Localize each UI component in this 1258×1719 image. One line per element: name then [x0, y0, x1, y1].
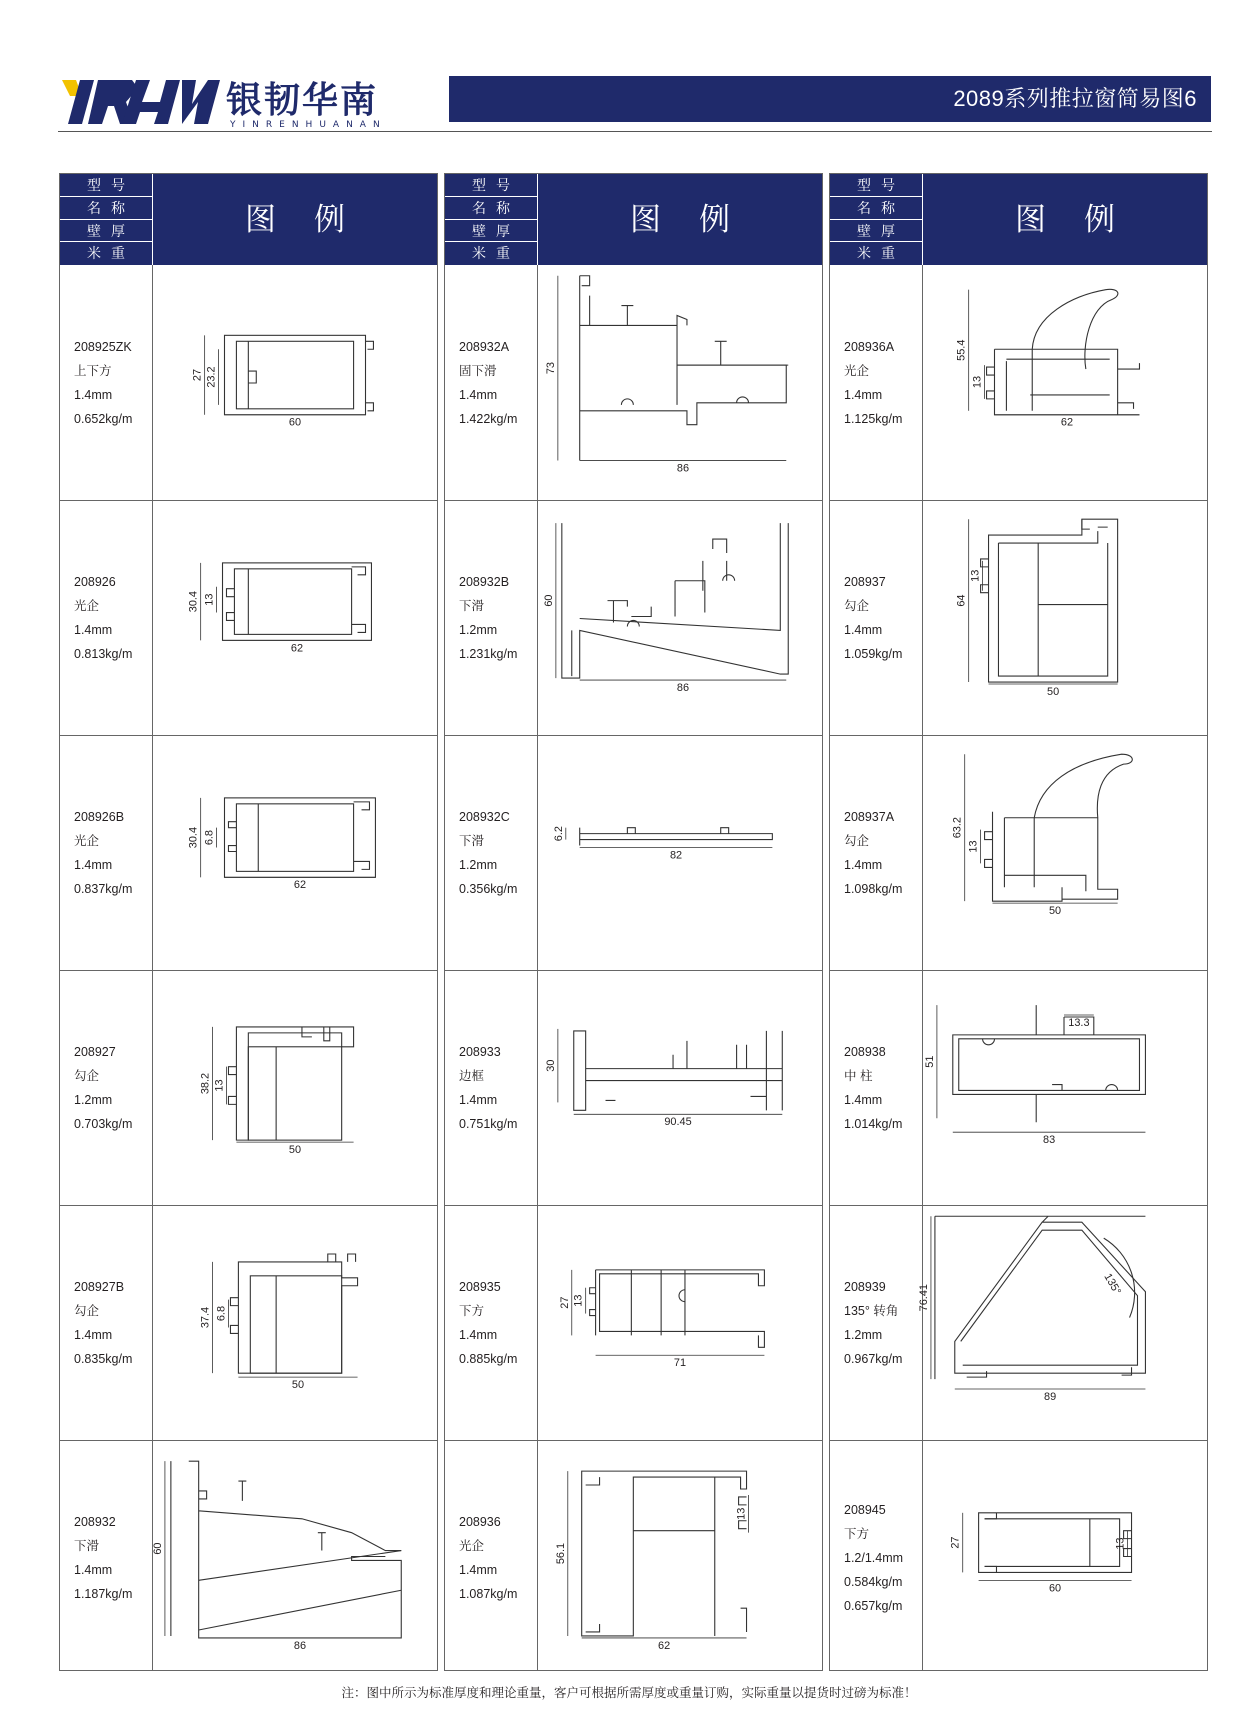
- profile-drawing: [538, 265, 822, 500]
- dimension-label: 56.1: [554, 1542, 567, 1565]
- dimension-label: 27: [558, 1296, 571, 1309]
- profile-diagram: [153, 501, 437, 735]
- profile-panel: [444, 173, 823, 1671]
- dimension-label: 13: [971, 375, 984, 389]
- header-label: 米重: [472, 245, 520, 262]
- dimension-label: 62: [290, 642, 304, 655]
- profile-info: [74, 335, 132, 431]
- dimension-label: 50: [1048, 905, 1062, 918]
- profile-diagram: [538, 736, 822, 970]
- profile-row: [60, 735, 437, 970]
- dimension-label: 50: [291, 1379, 305, 1392]
- wall-thickness: 1.4mm: [844, 387, 883, 402]
- profile-diagram: [923, 265, 1207, 500]
- profile-info: [459, 335, 517, 431]
- model-code: 208927B: [74, 1280, 125, 1294]
- weight-per-meter: 0.835kg/m: [74, 1352, 133, 1366]
- wall-thickness: 1.2mm: [459, 623, 498, 637]
- model-code: 208926B: [74, 810, 125, 824]
- dimension-label: 30.4: [187, 826, 200, 849]
- profile-info: [844, 570, 902, 666]
- weight-per-meter: 0.356kg/m: [459, 882, 518, 896]
- dimension-label: 50: [1047, 685, 1060, 698]
- profile-drawing: [538, 1441, 822, 1675]
- legend-heading: 图例: [1015, 202, 1153, 237]
- model-code: 208932C: [459, 810, 510, 824]
- dimension-label: 6.2: [552, 826, 565, 842]
- dimension-label: 38.2: [199, 1072, 212, 1095]
- profile-name: 固下滑: [459, 363, 497, 378]
- profile-row: [830, 500, 1207, 735]
- profile-panel: [59, 173, 438, 1671]
- dimension-label: 76.41: [917, 1284, 930, 1312]
- weight-per-meter: 1.422kg/m: [459, 411, 518, 426]
- profile-row: [830, 1205, 1207, 1440]
- profile-drawing: [538, 971, 822, 1205]
- profile-row: [445, 1440, 822, 1675]
- dimension-label: 90.45: [664, 1116, 692, 1129]
- profile-row: [445, 970, 822, 1205]
- profile-name: 边框: [459, 1069, 485, 1083]
- dimension-label: 13: [572, 1294, 585, 1307]
- title-bar: [449, 76, 1211, 122]
- profile-drawing: [923, 736, 1207, 970]
- model-code: 208933: [459, 1045, 501, 1059]
- profile-info: [459, 805, 517, 901]
- logo-graphic: [62, 74, 442, 130]
- dimension-label: 30.4: [187, 590, 200, 613]
- model-code: 208939: [844, 1280, 886, 1294]
- model-code: 208932B: [459, 575, 510, 589]
- dimension-label: 62: [293, 879, 307, 892]
- profile-info: [844, 805, 902, 901]
- weight-per-meter: 0.813kg/m: [74, 647, 133, 661]
- profile-drawing: [153, 1206, 437, 1440]
- profile-diagram: [153, 1206, 437, 1440]
- profile-diagram: [923, 501, 1207, 735]
- profile-drawing: [917, 1206, 1207, 1440]
- weight-per-meter: 0.652kg/m: [74, 411, 133, 426]
- wall-thickness: 1.2mm: [459, 858, 498, 872]
- profile-panel: [829, 173, 1208, 1671]
- dimension-label: 27: [949, 1536, 962, 1549]
- wall-thickness: 1.4mm: [844, 858, 883, 872]
- wall-thickness: 1.4mm: [459, 387, 498, 402]
- dimension-label: 6.8: [215, 1305, 228, 1322]
- profile-diagram: [153, 1441, 437, 1675]
- profile-diagram: [538, 265, 822, 500]
- dimension-label: 86: [676, 462, 690, 475]
- wall-thickness: 1.4mm: [459, 1328, 498, 1342]
- footnote: 注：图中所示为标准厚度和理论重量，客户可根据所需厚度或重量订购，实际重量以提货时过磅为标准！: [341, 1686, 917, 1700]
- dimension-label: 13: [967, 840, 980, 853]
- profile-diagram: [923, 971, 1207, 1205]
- panel-header: [445, 174, 822, 265]
- profile-drawing: [538, 1206, 822, 1440]
- panel-header: [60, 174, 437, 265]
- profile-row: [445, 1205, 822, 1440]
- profile-drawing: [153, 501, 437, 735]
- weight-per-meter: 1.059kg/m: [844, 647, 903, 661]
- profile-row: [60, 1440, 437, 1675]
- weight-per-meter: 0.751kg/m: [459, 1117, 518, 1131]
- profile-row: [445, 265, 822, 500]
- profile-drawing: [153, 736, 437, 970]
- profile-info: [459, 570, 517, 666]
- profile-name: 勾企: [74, 1304, 100, 1318]
- profile-drawing: [923, 971, 1207, 1205]
- panel-header: [830, 174, 1207, 265]
- profile-name: 下滑: [459, 834, 485, 848]
- profile-drawing: [153, 1441, 437, 1675]
- weight-per-meter: 0.967kg/m: [844, 1352, 903, 1366]
- weight-per-meter: 0.885kg/m: [459, 1352, 518, 1366]
- profile-diagram: [538, 1441, 822, 1675]
- logo-english-text: YINRENHUANAN: [230, 120, 387, 130]
- profile-drawing: [538, 736, 822, 970]
- profile-name: 勾企: [844, 599, 870, 613]
- profile-info: [74, 1040, 132, 1136]
- model-code: 208932A: [459, 339, 510, 354]
- weight-per-meter: 1.125kg/m: [844, 411, 903, 426]
- dimension-label: 13: [735, 1507, 748, 1520]
- dimension-label: 60: [542, 594, 555, 607]
- dimension-label: 82: [669, 849, 683, 862]
- profile-diagram: [923, 1441, 1207, 1675]
- wall-thickness: 1.4mm: [459, 1563, 498, 1577]
- dimension-label: 13: [213, 1079, 226, 1092]
- weight-per-meter: 0.584kg/m: [844, 1575, 903, 1589]
- wall-thickness: 1.4mm: [844, 1093, 883, 1107]
- profile-drawing: [923, 501, 1207, 735]
- dimension-label: 23.2: [205, 366, 218, 388]
- weight-per-meter: 1.187kg/m: [74, 1587, 133, 1601]
- legend-heading: 图例: [245, 202, 383, 237]
- profile-info: [74, 1510, 132, 1606]
- header-label: 型号: [830, 174, 922, 197]
- profile-info: [74, 570, 132, 666]
- profile-drawing: [538, 501, 822, 735]
- profile-name: 135° 转角: [844, 1304, 899, 1318]
- dimension-label: 63.2: [951, 817, 964, 839]
- legend-heading: 图例: [630, 202, 768, 237]
- dimension-label: 62: [658, 1639, 671, 1652]
- wall-thickness: 1.2mm: [74, 1093, 113, 1107]
- profile-info: [844, 335, 902, 431]
- dimension-label: 6.8: [203, 830, 216, 846]
- dimension-label: 27: [191, 368, 204, 382]
- dimension-label: 60: [151, 1542, 164, 1555]
- profile-diagram: [153, 736, 437, 970]
- page-title: 2089系列推拉窗简易图6: [953, 86, 1197, 111]
- weight-per-meter: 0.837kg/m: [74, 882, 133, 896]
- header-label: 名称: [830, 197, 922, 220]
- dimension-label: 64: [955, 594, 968, 607]
- profile-info: [459, 1040, 517, 1136]
- weight-per-meter: 1.231kg/m: [459, 647, 518, 661]
- profile-info: [844, 1498, 903, 1618]
- profile-name: 下方: [459, 1304, 485, 1318]
- dimension-label: 86: [293, 1639, 307, 1652]
- header-label: 壁厚: [445, 220, 537, 243]
- profile-name: 光企: [844, 363, 870, 378]
- profile-row: [830, 265, 1207, 500]
- wall-thickness: 1.4mm: [74, 623, 113, 637]
- wall-thickness: 1.4mm: [74, 1563, 113, 1577]
- header-label: 型号: [60, 174, 152, 197]
- profile-info: [74, 1275, 132, 1371]
- wall-thickness: 1.4mm: [74, 858, 113, 872]
- profile-diagram: [917, 1206, 1207, 1440]
- logo-chinese-text: 银韧华南: [226, 80, 379, 121]
- profile-info: [459, 1510, 517, 1606]
- profile-diagram: [538, 971, 822, 1205]
- weight-per-meter: 1.014kg/m: [844, 1117, 903, 1131]
- profile-drawing: [153, 971, 437, 1205]
- profile-row: [445, 735, 822, 970]
- dimension-label: 89: [1044, 1390, 1057, 1403]
- wall-thickness: 1.4mm: [459, 1093, 498, 1107]
- profile-row: [60, 1205, 437, 1440]
- profile-row: [60, 500, 437, 735]
- dimension-label: 51: [923, 1055, 936, 1068]
- profile-name: 中 柱: [844, 1069, 873, 1083]
- profile-info: [844, 1275, 902, 1371]
- dimension-label: 60: [1048, 1582, 1062, 1595]
- profile-row: [445, 500, 822, 735]
- model-code: 208937: [844, 575, 886, 589]
- profile-diagram: [538, 1206, 822, 1440]
- dimension-label: 13: [203, 593, 216, 606]
- profile-row: [830, 970, 1207, 1205]
- profile-drawing: [153, 265, 437, 500]
- profile-name: 光企: [459, 1539, 485, 1553]
- profile-info: [844, 1040, 902, 1136]
- profile-name: 上下方: [74, 363, 112, 378]
- dimension-label: 71: [673, 1357, 687, 1370]
- profile-row: [830, 1440, 1207, 1675]
- weight-per-meter: 0.703kg/m: [74, 1117, 133, 1131]
- model-code: 208938: [844, 1045, 886, 1059]
- dimension-label: 60: [288, 416, 302, 429]
- dimension-label: 13: [969, 569, 982, 582]
- header-label: 米重: [857, 245, 905, 262]
- brand-logo: [62, 74, 442, 130]
- model-code: 208936: [459, 1515, 501, 1529]
- dimension-label: 73: [544, 362, 557, 375]
- profile-name: 下滑: [459, 599, 485, 613]
- header-label: 名称: [445, 197, 537, 220]
- profile-name: 光企: [74, 834, 100, 848]
- model-code: 208935: [459, 1280, 501, 1294]
- model-code: 208945: [844, 1503, 886, 1517]
- profile-name: 光企: [74, 599, 100, 613]
- profile-info: [459, 1275, 517, 1371]
- model-code: 208927: [74, 1045, 116, 1059]
- profile-row: [830, 735, 1207, 970]
- profile-diagram: [153, 971, 437, 1205]
- profile-row: [60, 970, 437, 1205]
- profile-drawing: [923, 1441, 1207, 1675]
- header-label: 壁厚: [60, 220, 152, 243]
- header-label: 型号: [445, 174, 537, 197]
- dimension-label: 37.4: [199, 1306, 212, 1329]
- weight-per-meter: 1.098kg/m: [844, 882, 903, 896]
- header-label: 名称: [60, 197, 152, 220]
- dimension-label: 86: [676, 681, 690, 694]
- dimension-label: 135°: [1101, 1271, 1124, 1298]
- dimension-label: 83: [1043, 1134, 1056, 1147]
- dimension-label: 55.4: [955, 339, 968, 361]
- profile-info: [74, 805, 132, 901]
- profile-diagram: [153, 265, 437, 500]
- profile-name: 下方: [844, 1527, 870, 1541]
- profile-drawing: [923, 265, 1207, 500]
- model-code: 208937A: [844, 810, 895, 824]
- dimension-label: 50: [288, 1144, 302, 1157]
- header-label: 米重: [87, 245, 135, 262]
- profile-row: [60, 265, 437, 500]
- dimension-label: 62: [1060, 416, 1074, 429]
- wall-thickness: 1.4mm: [844, 623, 883, 637]
- profile-diagram: [923, 736, 1207, 970]
- profile-name: 勾企: [74, 1069, 100, 1083]
- wall-thickness: 1.4mm: [74, 1328, 113, 1342]
- wall-thickness: 1.4mm: [74, 387, 113, 402]
- model-code: 208932: [74, 1515, 116, 1529]
- profile-name: 勾企: [844, 834, 870, 848]
- wall-thickness: 1.2mm: [844, 1328, 883, 1342]
- profile-name: 下滑: [74, 1539, 100, 1553]
- model-code: 208926: [74, 575, 116, 589]
- weight-per-meter: 1.087kg/m: [459, 1587, 518, 1601]
- dimension-label: 30: [544, 1059, 557, 1072]
- weight-per-meter: 0.657kg/m: [844, 1599, 903, 1613]
- dimension-label: 13.3: [1068, 1016, 1090, 1029]
- wall-thickness: 1.2/1.4mm: [844, 1551, 904, 1565]
- model-code: 208925ZK: [74, 339, 132, 354]
- dimension-label: 13: [1114, 1537, 1127, 1550]
- model-code: 208936A: [844, 339, 895, 354]
- header-label: 壁厚: [830, 220, 922, 243]
- header-rule: [58, 131, 1212, 132]
- profile-diagram: [538, 501, 822, 735]
